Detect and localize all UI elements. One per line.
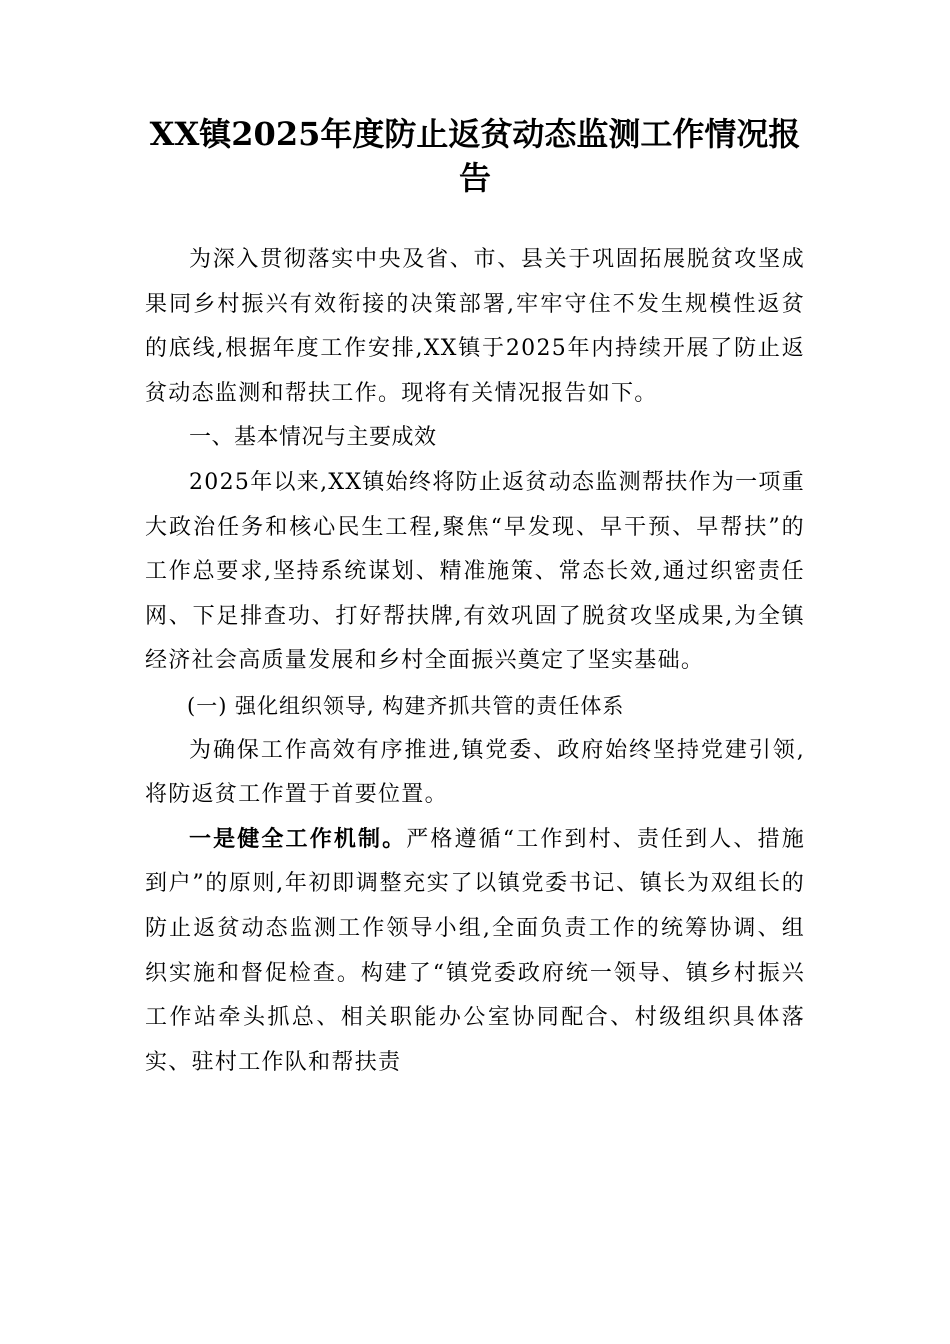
section-heading: 一、基本情况与主要成效 bbox=[189, 425, 437, 451]
point-lead: 一是健全工作机制。 bbox=[189, 826, 407, 852]
document-title: XX镇2025年度防止返贫动态监测工作情况报告 bbox=[149, 115, 801, 197]
subsection-body: 为确保工作高效有序推进,镇党委、政府始终坚持党建引领,将防返贫工作置于首要位置。 bbox=[145, 737, 805, 808]
point-paragraph bbox=[145, 818, 805, 1086]
section-body: 2025年以来,XX镇始终将防止返贫动态监测帮扶作为一项重大政治任务和核心民生工程,聚焦“早发现、早干预、早帮扶”的工作总要求,坚持系统谋划、精准施策、常态长效,通过织密责任网、下足排查功、打好帮扶牌,有效巩固了脱贫攻坚成果,为全镇经济社会高质量发展和乡村全面振兴奠定了坚实基础。 bbox=[145, 469, 806, 674]
point-body: 严格遵循“工作到村、责任到人、措施到户”的原则,年初即调整充实了以镇党委书记、镇长为双组长的防止返贫动态监测工作领导小组,全面负责工作的统筹协调、组织实施和督促检查。构建了“镇党委政府统一领导、镇乡村振兴工作站牵头抓总、相关职能办公室协同配合、村级组织具体落实、驻村工作队和帮扶责 bbox=[145, 826, 805, 1075]
intro-paragraph: 为深入贯彻落实中央及省、市、县关于巩固拓展脱贫攻坚成果同乡村振兴有效衔接的决策部署,牢牢守住不发生规模性返贫的底线,根据年度工作安排,XX镇于2025年内持续开展了防止返贫动态监测和帮扶工作。现将有关情况报告如下。 bbox=[145, 247, 805, 406]
subsection-heading: (一) 强化组织领导, 构建齐抓共管的责任体系 bbox=[187, 693, 625, 718]
document-page bbox=[145, 112, 805, 1085]
